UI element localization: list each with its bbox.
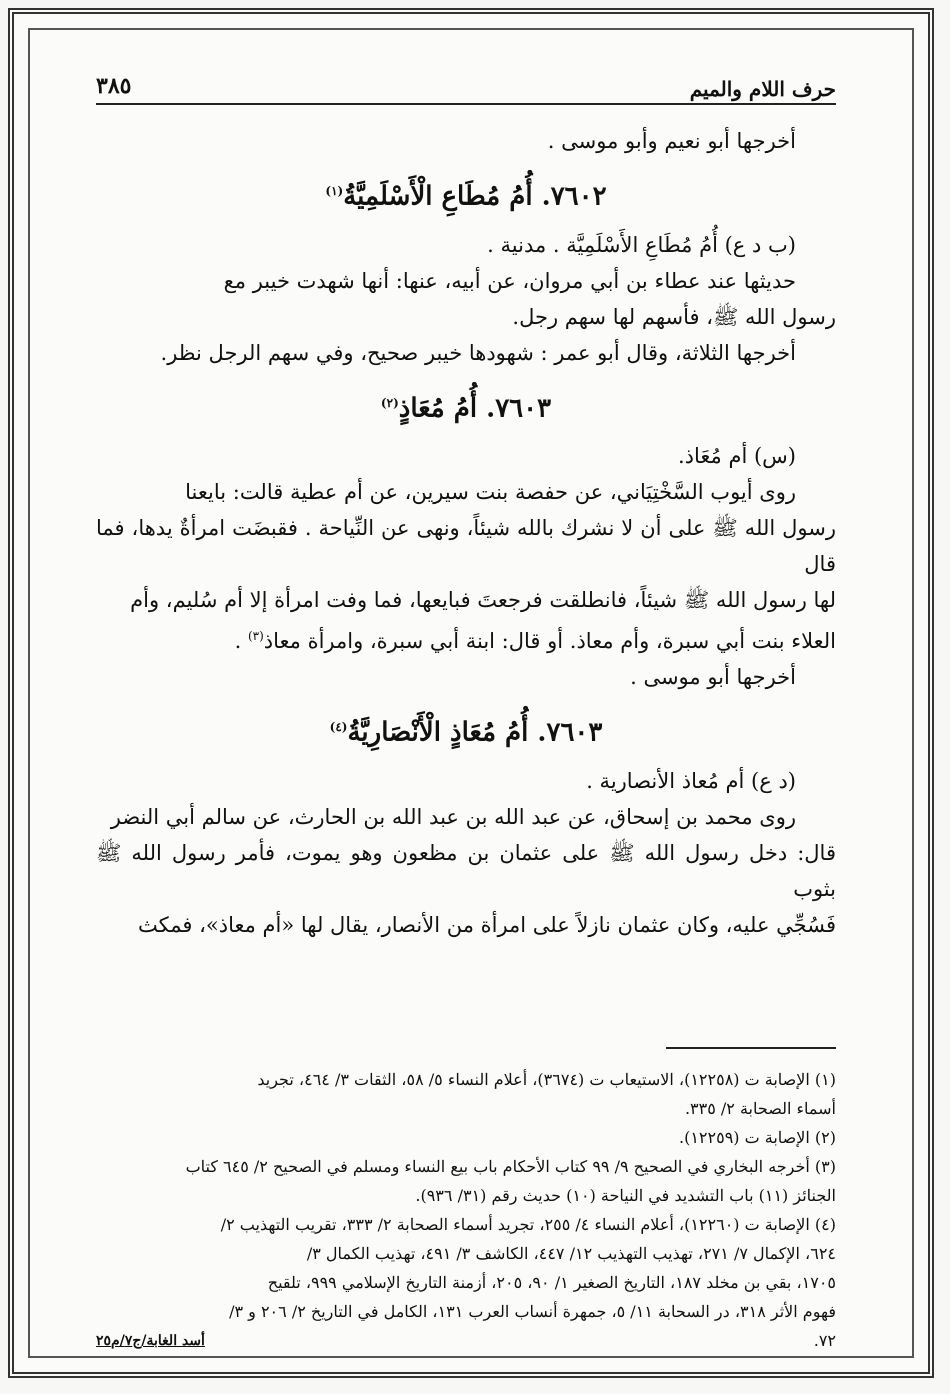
body-text (96, 123, 836, 943)
body-paragraph (96, 299, 836, 335)
page (96, 55, 836, 1355)
entry-heading (96, 381, 836, 431)
body-paragraph (96, 335, 836, 371)
entry-heading (96, 169, 836, 219)
body-paragraph (96, 227, 836, 263)
text: ٧٦٠٣. أُمُ مُعَاذٍ (398, 393, 552, 424)
body-paragraph (96, 907, 836, 943)
text: ٧٦٠٢. أُمُ مُطَاعِ الْأَسْلَمِيَّةُ (343, 181, 607, 212)
signature-mark: أسد الغابة/ج٧/م٢٥ (96, 1333, 205, 1349)
body-paragraph (96, 510, 836, 582)
text: رسول الله ﷺ، فأسهم لها سهم رجل. (512, 304, 836, 329)
text: أخرجها أبو موسى . (630, 665, 796, 690)
page-number: ٣٨٥ (96, 73, 132, 99)
text: (ب د ع) أُمُ مُطَاعِ الأَسْلَمِيَّة . مدنية . (487, 232, 796, 257)
body-paragraph (96, 799, 836, 835)
text: حديثها عند عطاء بن أبي مروان، عن أبيه، عنها: أنها شهدت خيبر مع (223, 268, 796, 293)
body-paragraph (96, 763, 836, 799)
text: (س) أم مُعَاذ. (677, 444, 796, 469)
footnote-line: فهوم الأثر ٣١٨، در السحابة ١١/ ٥، جمهرة أنساب العرب ١٣١، الكامل في التاريخ ٢/ ٢٠٦ و ٣/ (229, 1302, 836, 1321)
body-paragraph (96, 263, 836, 299)
footnote-line: ٧٢. (813, 1331, 836, 1350)
text: (د ع) أم مُعاذ الأنصارية . (586, 768, 796, 793)
footnote-line: ٦٢٤، الإكمال ٧/ ٢٧١، تهذيب التهذيب ١٢/ ٤٤٧، الكاشف ٣/ ٤٩١، تهذيب الكمال ٣/ (306, 1244, 836, 1263)
body-paragraph (96, 474, 836, 510)
body-paragraph (96, 438, 836, 474)
footnote-ref: (٣) (247, 629, 264, 644)
text: أخرجها الثلاثة، وقال أبو عمر : شهودها خيبر صحيح، وفي سهم الرجل نظر. (160, 340, 796, 365)
text: روى محمد بن إسحاق، عن عبد الله بن عبد الله بن الحارث، عن سالم أبي النضر (110, 804, 796, 829)
running-head-title: حرف اللام والميم (689, 77, 836, 101)
footnote-ref: (١) (325, 184, 344, 198)
text: قال: دخل رسول الله ﷺ على عثمان بن مظعون وهو يموت، فأمر رسول الله ﷺ بثوب (96, 840, 836, 901)
text: فَسُجِّي عليه، وكان عثمان نازلاً على امرأة من الأنصار، يقال لها «أم معاذ»، فمكث (138, 912, 836, 937)
text: ٧٦٠٣. أُمُ مُعَاذٍ الْأَنْصَارِيَّةُ (347, 717, 603, 748)
footnote-ref: (٤) (329, 720, 348, 735)
footnotes (96, 1065, 836, 1355)
footnote-line: (٢) الإصابة ت (١٢٢٥٩). (678, 1128, 836, 1147)
entry-heading (96, 705, 836, 755)
footnote-line: (٤) الإصابة ت (١٢٢٦٠)، أعلام النساء ٤/ ٢٥٥، تجريد أسماء الصحابة ٢/ ٣٣٣، تقريب التهذيب ٢/ (220, 1215, 836, 1234)
text: رسول الله ﷺ على أن لا نشرك بالله شيئاً، ونهى عن النِّياحة . فقبضَت امرأةٌ يدها، فما قال (96, 516, 836, 577)
running-head (96, 63, 836, 105)
body-paragraph (96, 123, 836, 159)
text: أخرجها أبو نعيم وأبو موسى . (547, 129, 796, 153)
body-paragraph (96, 618, 836, 659)
body-paragraph (96, 659, 836, 695)
text: العلاء بنت أبي سبرة، وأم معاذ. أو قال: ابنة أبي سبرة، وامرأة معاذ (263, 629, 836, 654)
footnote-line: (١) الإصابة ت (١٢٢٥٨)، الاستيعاب ت (٣٦٧٤)، أعلام النساء ٥/ ٥٨، الثقات ٣/ ٤٦٤، تجريد (257, 1070, 836, 1089)
text: لها رسول الله ﷺ شيئاً، فانطلقت فرجعتَ فبايعها، فما وفت امرأة إلا أم سُليم، وأم (130, 588, 836, 613)
footnote-ref: (٢) (380, 395, 399, 410)
footnote-line: أسماء الصحابة ٢/ ٣٣٥. (684, 1099, 836, 1118)
footnote-line: (٣) أخرجه البخاري في الصحيح ٩/ ٩٩ كتاب الأحكام باب بيع النساء ومسلم في الصحيح ٢/ ٦٤٥ كتاب (185, 1157, 836, 1176)
text: روى أيوب السَّخْتِيَاني، عن حفصة بنت سيرين، عن أم عطية قالت: بايعنا (185, 480, 796, 505)
footnote-rule (666, 1047, 836, 1049)
footnote-line: الجنائز (١١) باب التشديد في النياحة (١٠) حديث رقم (٣١/ ٩٣٦). (415, 1186, 836, 1205)
text-tail: . (234, 629, 248, 654)
footnote-line: ١٧٠٥، بقي بن مخلد ١٨٧، التاريخ الصغير ١/ ٩٠، ٢٠٥، أزمنة التاريخ الإسلامي ٩٩٩، تلقيح (267, 1273, 836, 1292)
body-paragraph (96, 582, 836, 618)
body-paragraph (96, 835, 836, 907)
